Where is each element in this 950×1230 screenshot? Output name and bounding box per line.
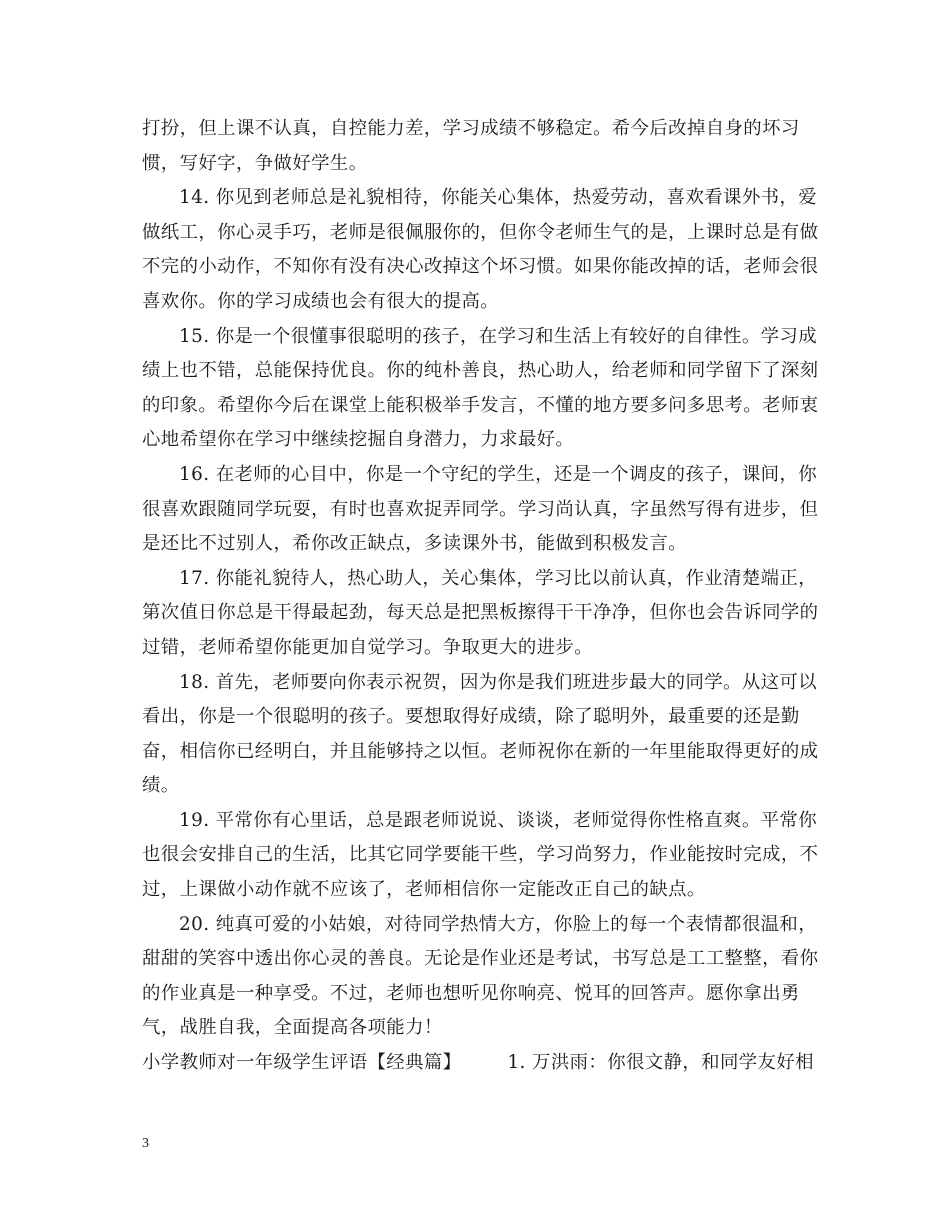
comment-item-17: 17. 你能礼貌待人，热心助人，关心集体，学习比以前认真，作业清楚端正，第次值日你总是干得最起劲，每天总是把黑板擦得干干净净，但你也会告诉同学的过错，老师希望你能更加自觉学习。争取更大的进步。 — [142, 567, 819, 658]
section-heading: 小学教师对一年级学生评语【经典篇】 — [142, 1052, 462, 1074]
comment-item-15: 15. 你是一个很懂事很聪明的孩子，在学习和生活上有较好的自律性。学习成绩上也不错，总能保持优良。你的纯朴善良，热心助人，给老师和同学留下了深刻的印象。希望你今后在课堂上能积极举手发言，不懂的地方要多问多思考。老师衷心地希望你在学习中继续挖掘自身潜力，力求最好。 — [142, 325, 819, 451]
comment-item-16: 16. 在老师的心目中，你是一个守纪的学生，还是一个调皮的孩子，课间，你很喜欢跟随同学玩耍，有时也喜欢捉弄同学。学习尚认真，字虽然写得有进步，但是还比不过别人，希你改正缺点，多读课外书，能做到积极发言。 — [142, 463, 819, 555]
comment-item-18: 18. 首先，老师要向你表示祝贺，因为你是我们班进步最大的同学。从这可以看出，你是一个很聪明的孩子。要想取得好成绩，除了聪明外，最重要的还是勤奋，相信你已经明白，并且能够持之以恒。老师祝你在新的一年里能取得更好的成绩。 — [142, 671, 819, 797]
section-line — [142, 1046, 822, 1081]
comment-item-19: 19. 平常你有心里话，总是跟老师说说、谈谈，老师觉得你性格直爽。平常你也很会安排自己的生活，比其它同学要能干些，学习尚努力，作业能按时完成，不过，上课做小动作就不应该了，老师相信你一定能改正自己的缺点。 — [142, 809, 819, 901]
paragraph-continuation: 打扮，但上课不认真，自控能力差，学习成绩不够稳定。希今后改掉自身的坏习惯，写好字，争做好学生。 — [142, 118, 800, 174]
document-body — [142, 112, 822, 1081]
comment-item-20: 20. 纯真可爱的小姑娘，对待同学热情大方，你脸上的每一个表情都很温和，甜甜的笑容中透出你心灵的善良。无论是作业还是考试，书写总是工工整整，看你的作业真是一种享受。不过，老师也想听见你响亮、悦耳的回答声。愿你拿出勇气，战胜自我，全面提高各项能力！ — [142, 913, 819, 1039]
comment-item-14: 14. 你见到老师总是礼貌相待，你能关心集体，热爱劳动，喜欢看课外书，爱做纸工，你心灵手巧，老师是很佩服你的，但你令老师生气的是，上课时总是有做不完的小动作，不知你有没有决心改掉这个坏习惯。如果你能改掉的话，老师会很喜欢你。你的学习成绩也会有很大的提高。 — [142, 187, 819, 312]
next-comment-start: 1. 万洪雨：你很文静，和同学友好相 — [507, 1052, 814, 1074]
page-number: 3 — [142, 1136, 149, 1151]
